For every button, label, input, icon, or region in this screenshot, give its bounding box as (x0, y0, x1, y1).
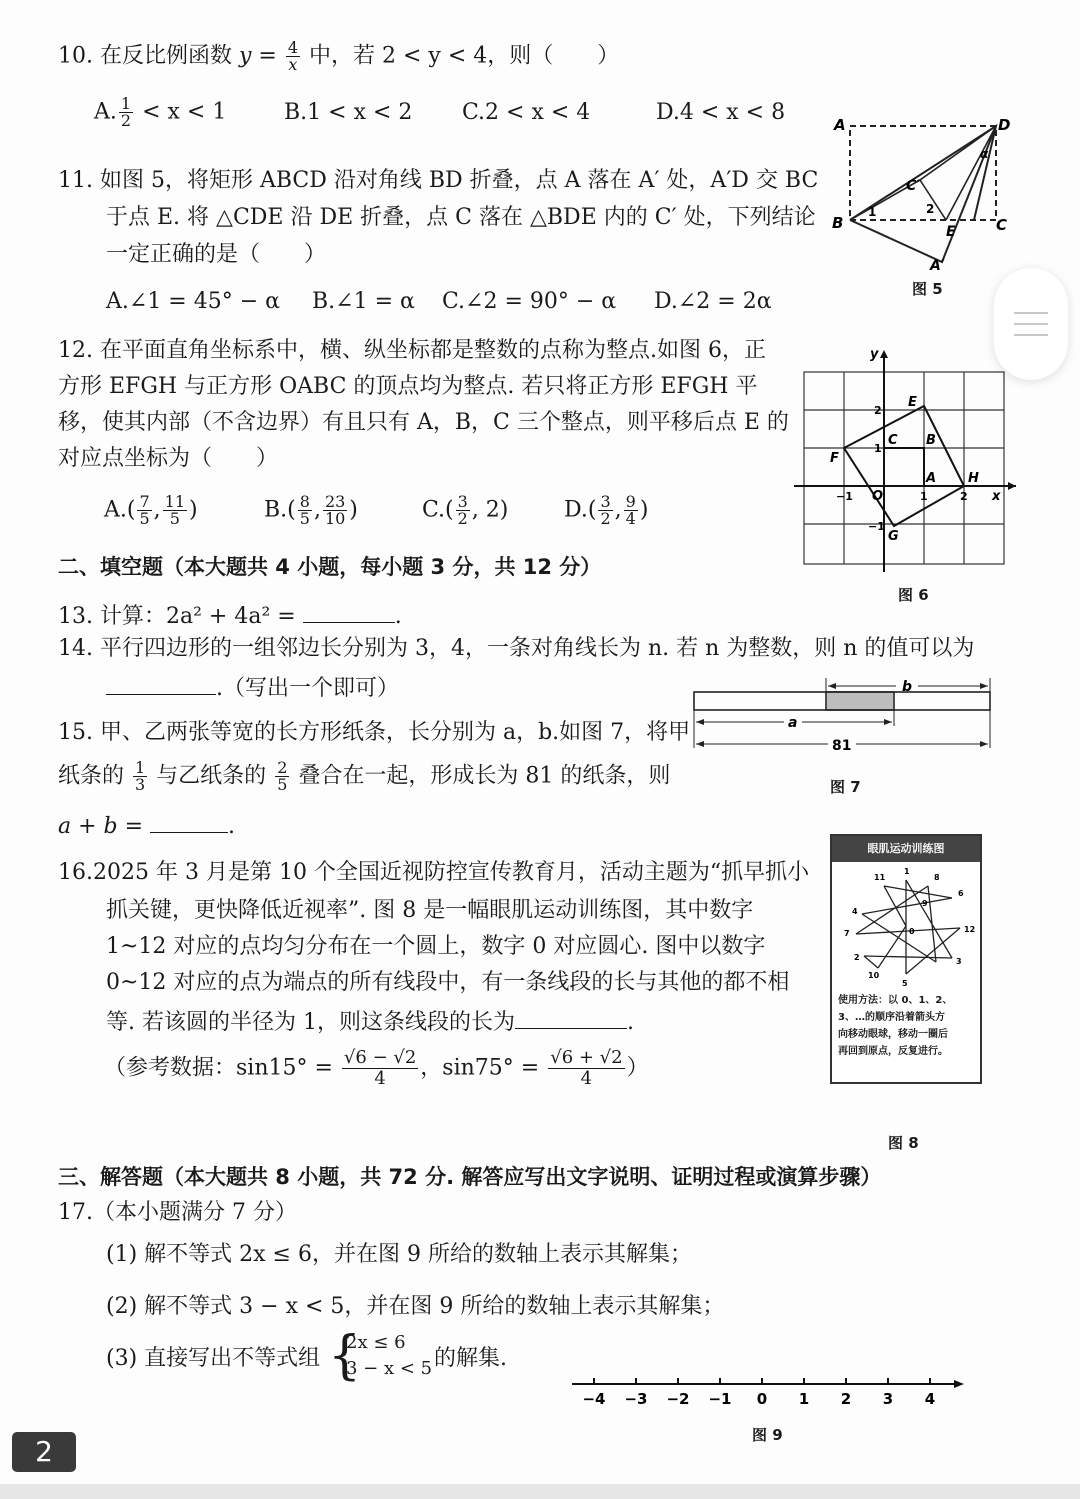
bottom-bar (0, 1484, 1080, 1499)
fig5-label-e: E (946, 224, 956, 240)
q17-system-line1: 2x ≤ 6 (346, 1332, 406, 1353)
figure-7-strips (690, 674, 996, 756)
number-line-tick-label: −4 (582, 1390, 606, 1408)
number-line-tick-label: 2 (840, 1390, 852, 1408)
section-2-title: 二、填空题（本大题共 4 小题，每小题 3 分，共 12 分） (58, 555, 602, 579)
fig6-tick-x1: 1 (920, 490, 928, 503)
q11-option-c: C.∠2 = 90° − α (442, 289, 617, 314)
q11-line3: 一定正确的是（ ） (106, 242, 327, 267)
fig6-label-f: F (830, 451, 839, 466)
q13-text: 13. 计算：2a² + 4a² = . (58, 600, 402, 632)
q17-part1: (1) 解不等式 2x ≤ 6，并在图 9 所给的数轴上表示其解集； (106, 1242, 692, 1267)
number-line-tick-label: 1 (798, 1390, 810, 1408)
fig6-tick-y2: 2 (874, 404, 882, 417)
fig8-num-0: 0 (909, 927, 915, 936)
fig5-angle-1: 1 (868, 205, 877, 219)
fig8-num-7: 7 (844, 929, 850, 938)
q11-option-d: D.∠2 = 2α (654, 289, 772, 314)
q10-option-d: D.4 < x < 8 (656, 100, 786, 125)
figure-9-number-line (566, 1372, 968, 1412)
q17-system-brace: { (328, 1326, 362, 1386)
figure-7-caption: 图 7 (830, 778, 861, 796)
q11-option-b: B.∠1 = α (312, 289, 415, 314)
fig7-label-a: a (788, 715, 798, 731)
q10-option-b: B.1 < x < 2 (284, 100, 413, 125)
fig6-label-b: B (926, 433, 936, 448)
q16-line3: 1~12 对应的点均匀分布在一个圆上，数字 0 对应圆心. 图中以数字 (106, 934, 766, 959)
q15-line1: 15. 甲、乙两张等宽的长方形纸条，长分别为 a，b.如图 7，将甲 (58, 720, 691, 745)
number-line-tick-label: 0 (756, 1390, 768, 1408)
figure-9-caption: 图 9 (752, 1426, 783, 1444)
q16-reference-data: （参考数据：sin15° = $\frac{√6 - √2}{4}$ ，sin75° = $\frac{√6 + √2}{4}$ ） (104, 1047, 649, 1089)
fig6-tick-y1: 1 (874, 442, 882, 455)
q11-line1: 11. 如图 5，将矩形 ABCD 沿对角线 BD 折叠，点 A 落在 A′ 处，A′D 交 BC (58, 168, 819, 193)
q13-answer-blank[interactable] (303, 600, 395, 623)
figure-8-eye-chart (832, 862, 980, 990)
q16-line2: 抓关键，更快降低近视率”. 图 8 是一幅眼肌运动训练图，其中数字 (106, 898, 754, 923)
figure-8-title: 眼肌运动训练图 (832, 836, 980, 862)
fig6-label-h: H (968, 471, 979, 486)
fig5-label-c: C (996, 216, 1008, 234)
q17-part2: (2) 解不等式 3 − x < 5，并在图 9 所给的数轴上表示其解集； (106, 1294, 725, 1319)
q16-line5: 等. 若该圆的半径为 1，则这条线段的长为 . (106, 1006, 634, 1038)
fig8-num-9: 9 (922, 899, 928, 908)
q12-line2: 方形 EFGH 与正方形 OABC 的顶点均为整点. 若只将正方形 EFGH 平 (58, 374, 758, 399)
fig6-tick-xm1: −1 (836, 490, 853, 503)
q10-stem: 10. 在反比例函数 y = $\frac{4}{x}$ 中，若 2 < y < 4，则（ ） (58, 38, 620, 74)
fig7-label-b: b (902, 679, 913, 695)
fig5-label-a-prime: A′ (930, 258, 945, 272)
q16-answer-blank[interactable] (515, 1006, 627, 1029)
fig8-num-6: 6 (958, 889, 964, 898)
fig5-label-a: A (834, 116, 846, 134)
q12-line3: 移，使其内部（不含边界）有且只有 A，B，C 三个整点，则平移后点 E 的 (58, 410, 789, 435)
figure-8-card (830, 834, 982, 1084)
q14-line2: .（写出一个即可） (106, 672, 399, 704)
q11-option-a: A.∠1 = 45° − α (106, 289, 281, 314)
menu-float-button[interactable] (994, 268, 1068, 380)
q15-line3: a + b = . (58, 810, 235, 842)
q15-line2: 纸条的 $\frac{1}{3}$ 与乙纸条的 $\frac{2}{5}$ 叠合在一起，形成长为 81 的纸条，则 (58, 758, 671, 794)
q10-option-c: C.2 < x < 4 (462, 100, 591, 125)
fig8-num-12-top: 1 (904, 867, 910, 876)
fig8-num-11: 11 (874, 873, 886, 882)
fig6-label-e: E (908, 395, 917, 410)
q14-answer-blank[interactable] (106, 672, 216, 695)
number-line-tick-label: 3 (882, 1390, 894, 1408)
q17-part3-a: (3) 直接写出不等式组 (106, 1346, 321, 1371)
number-line-tick-label: −3 (624, 1390, 648, 1408)
fig5-label-b: B (832, 214, 844, 232)
fig6-tick-x2: 2 (960, 490, 968, 503)
fig6-x-label: x (992, 489, 1001, 504)
fig6-label-g: G (888, 529, 899, 544)
figure-8-caption: 图 8 (888, 1134, 919, 1152)
fig6-tick-ym1: −1 (868, 520, 885, 533)
q14-line1: 14. 平行四边形的一组邻边长分别为 3，4，一条对角线长为 n. 若 n 为整数，则 n 的值可以为 (58, 636, 975, 661)
figure-8-usage: 使用方法：以 0、1、2、 3、…的顺序沿着箭头方 向移动眼球，移动一圈后 再回到原点，反复进行。 (838, 995, 953, 1057)
fig8-num-8: 8 (934, 873, 940, 882)
q17-system-line2: 3 − x < 5 (346, 1358, 433, 1379)
q12-option-b: B.( $\frac{8}{5}$ , $\frac{23}{10}$ ) (264, 492, 358, 528)
q10-option-a: A. $\frac{1}{2}$ < x < 1 (94, 94, 227, 130)
q16-line1: 16.2025 年 3 月是第 10 个全国近视防控宣传教育月，活动主题为“抓早抓小 (58, 860, 810, 885)
q11-line2: 于点 E. 将 △CDE 沿 DE 折叠，点 C 落在 △BDE 内的 C′ 处，下列结论 (106, 205, 816, 230)
fig5-label-c-prime: C′ (906, 178, 920, 194)
fig6-label-c: C (888, 433, 898, 448)
fig6-y-label: y (870, 347, 879, 362)
number-line-tick-label: −1 (708, 1390, 732, 1408)
figure-6-caption: 图 6 (898, 586, 929, 604)
fig5-label-d: D (998, 116, 1011, 134)
fig8-num-5: 5 (902, 979, 908, 988)
fig8-num-2: 2 (854, 953, 860, 962)
figure-6-grid (794, 344, 1024, 574)
q12-line1: 12. 在平面直角坐标系中，横、纵坐标都是整数的点称为整点.如图 6，正 (58, 338, 766, 363)
fig5-angle-2: 2 (926, 202, 935, 216)
figure-5-diagram (826, 112, 1016, 272)
fig8-num-10: 10 (868, 971, 880, 980)
fig6-label-a: A (926, 471, 937, 486)
fig6-label-o: O (872, 489, 884, 504)
q12-option-c: C.( $\frac{3}{2}$ , 2) (422, 492, 509, 528)
q12-option-a: A.( $\frac{7}{5}$ , $\frac{11}{5}$ ) (104, 492, 198, 528)
q12-line4: 对应点坐标为（ ） (58, 446, 279, 471)
number-line-tick-label: −2 (666, 1390, 690, 1408)
number-line-tick-label: 4 (924, 1390, 936, 1408)
q17-title: 17.（本小题满分 7 分） (58, 1200, 297, 1225)
fig8-num-3: 3 (956, 957, 962, 966)
q16-line4: 0~12 对应的点为端点的所有线段中，有一条线段的长与其他的都不相 (106, 970, 790, 995)
page-number-badge: 2 (12, 1432, 76, 1472)
fig8-num-4: 4 (852, 907, 858, 916)
q15-answer-blank[interactable] (150, 810, 228, 833)
q12-option-d: D.( $\frac{3}{2}$ , $\frac{9}{4}$ ) (564, 492, 649, 528)
q17-part3-b: 的解集. (434, 1346, 507, 1371)
figure-5-caption: 图 5 (912, 280, 943, 298)
fig8-num-12: 12 (964, 925, 976, 934)
fig7-label-81: 81 (832, 738, 852, 754)
section-3-title: 三、解答题（本大题共 8 小题，共 72 分. 解答应写出文字说明、证明过程或演算步骤） (58, 1165, 882, 1189)
fig5-alpha: α (980, 147, 989, 161)
